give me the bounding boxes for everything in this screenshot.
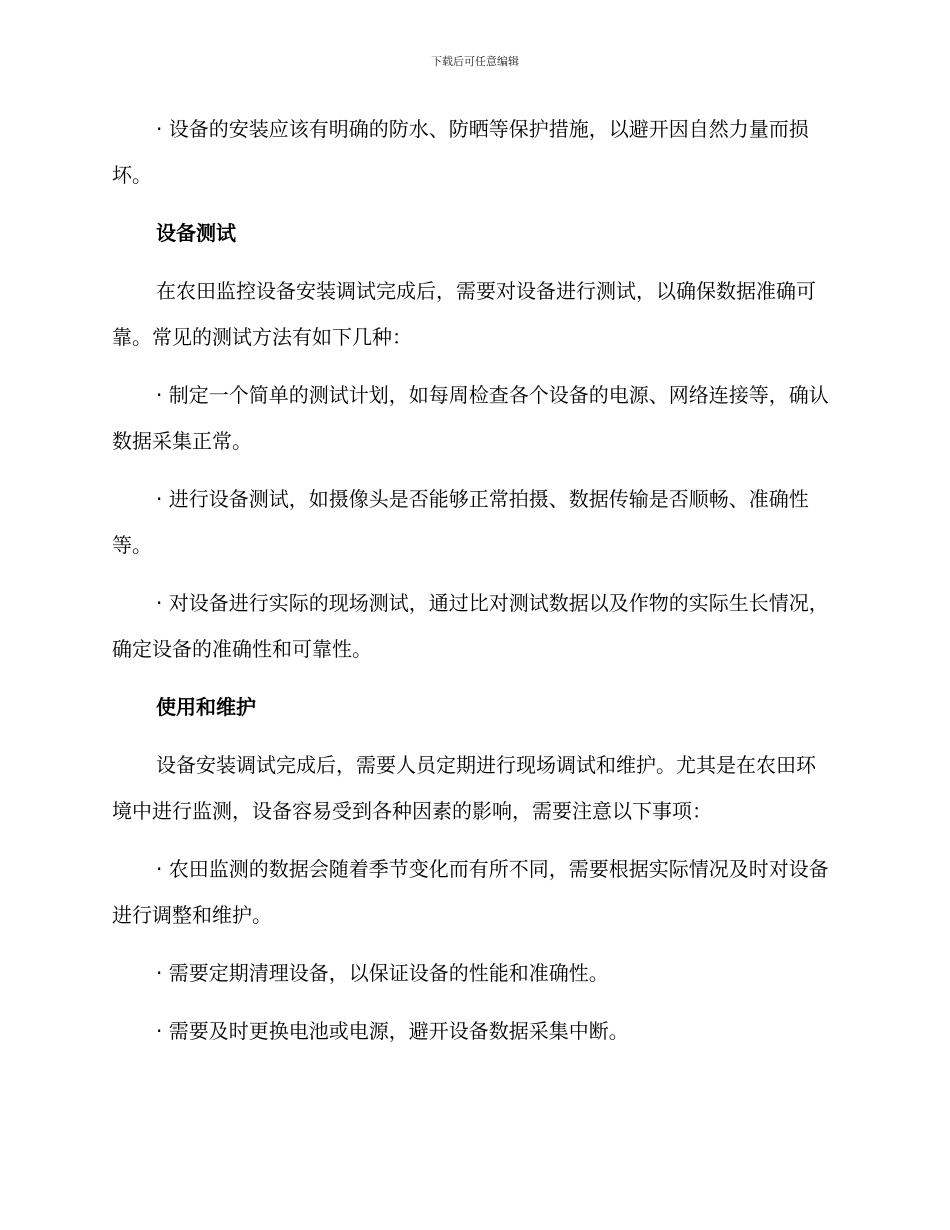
- paragraph-field-test: · 对设备进行实际的现场测试，通过比对测试数据以及作物的实际生长情况，确定设备的准确性和可靠性。: [112, 591, 829, 661]
- page-header: 下载后可任意编辑: [431, 55, 519, 68]
- document-body: [112, 106, 832, 1066]
- paragraph-device-test: · 进行设备测试，如摄像头是否能够正常拍摄、数据传输是否顺畅、准确性等。: [112, 487, 809, 557]
- paragraph-seasonal-adjustment: · 农田监测的数据会随着季节变化而有所不同，需要根据实际情况及时对设备进行调整和维护。: [112, 857, 829, 927]
- paragraph-maintenance-intro: 设备安装调试完成后，需要人员定期进行现场调试和维护。尤其是在农田环境中进行监测，设备容易受到各种因素的影响，需要注意以下事项：: [112, 753, 816, 823]
- paragraph-test-plan: · 制定一个简单的测试计划，如每周检查各个设备的电源、网络连接等，确认数据采集正常。: [112, 383, 829, 453]
- section-heading-usage-maintenance: 使用和维护: [156, 695, 256, 719]
- paragraph-battery-replacement: · 需要及时更换电池或电源，避开设备数据采集中断。: [156, 1019, 629, 1043]
- paragraph-testing-intro: 在农田监控设备安装调试完成后，需要对设备进行测试，以确保数据准确可靠。常见的测试方法有如下几种：: [112, 279, 816, 349]
- section-heading-device-testing: 设备测试: [156, 221, 236, 245]
- paragraph-protection-measures: · 设备的安装应该有明确的防水、防晒等保护措施，以避开因自然力量而损坏。: [112, 117, 809, 187]
- paragraph-cleaning: · 需要定期清理设备，以保证设备的性能和准确性。: [156, 961, 609, 985]
